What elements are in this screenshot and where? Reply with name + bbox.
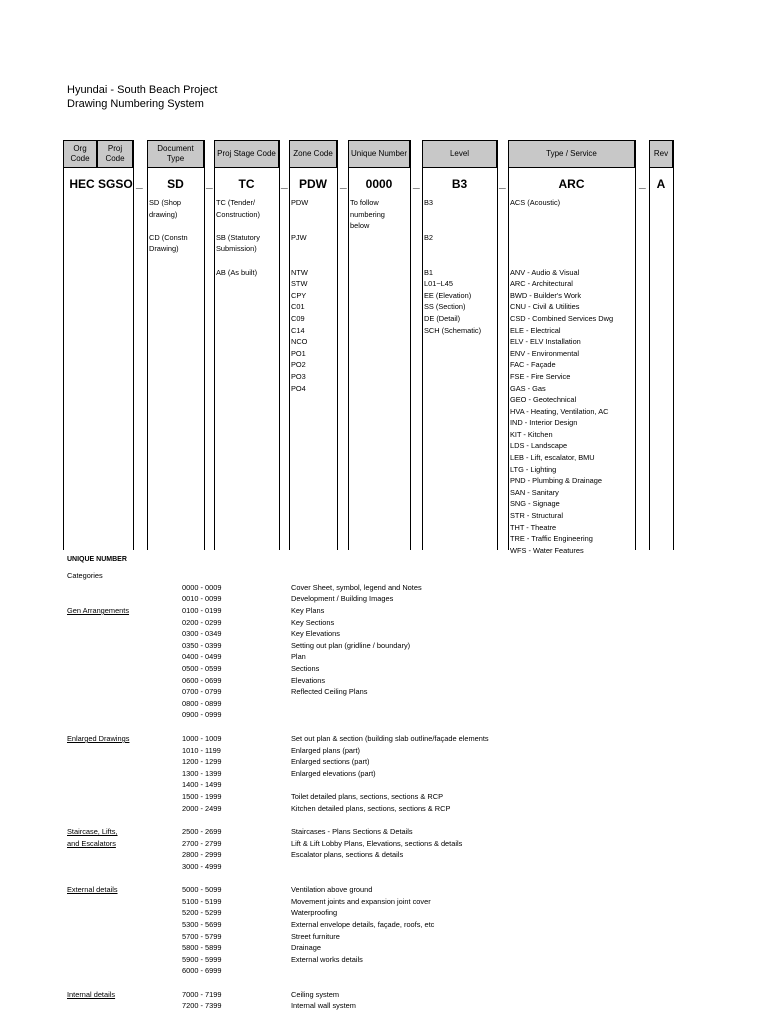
range-description: Key Plans	[291, 606, 325, 615]
separator: _	[136, 176, 143, 190]
unique-number-note: To follow numbering below	[350, 198, 385, 231]
number-range: 5900 - 5999	[182, 955, 222, 964]
number-range: 0600 - 0699	[182, 676, 222, 685]
range-description: External envelope details, façade, roofs, etc	[291, 920, 435, 929]
range-description: Cover Sheet, symbol, legend and Notes	[291, 583, 422, 592]
range-description: Ventilation above ground	[291, 885, 373, 894]
type-service-list: ACS (Acoustic) ANV - Audio & Visual ARC - Architectural BWD - Builder's Work CNU - Civil & Utilities CSD - Combined Services Dwg ELE - Electrical ELV - ELV Installation ENV - Environmental FAC - Façade FSE - Fire Service GAS - Gas GEO - Geotechnical HVA - Heating, Ventilation, AC IND - Interior Design KIT - Kitchen LDS - Landscape LEB - Lift, escalator, BMU LTG - Lighting PND - Plumbing & Drainage SAN - Sanitary SNG - Signage STR - Structural THT - Theatre TRE - Traffic Engineering WFS - Water Features	[510, 198, 614, 555]
range-description: Kitchen detailed plans, sections, sections & RCP	[291, 804, 451, 813]
number-range: 5000 - 5099	[182, 885, 222, 894]
example-zone: PDW	[299, 177, 327, 191]
header-proj-stage-code: Proj Stage Code	[214, 140, 279, 168]
header-zone-code: Zone Code	[289, 140, 337, 168]
separator: _	[281, 176, 288, 190]
col-divider	[410, 140, 411, 550]
number-range: 3000 - 4999	[182, 862, 222, 871]
col-divider	[337, 140, 338, 550]
col-divider	[508, 140, 509, 550]
header-type-service: Type / Service	[508, 140, 635, 168]
example-rev: A	[656, 177, 666, 191]
number-range: 0800 - 0899	[182, 699, 222, 708]
col-divider	[214, 140, 215, 550]
number-range: 1010 - 1199	[182, 746, 221, 755]
col-divider	[289, 140, 290, 550]
col-divider	[279, 140, 280, 550]
number-range: 2500 - 2699	[182, 827, 222, 836]
range-description: Internal wall system	[291, 1001, 356, 1010]
range-description: Elevations	[291, 676, 326, 685]
number-range: 1500 - 1999	[182, 792, 222, 801]
category-staircase-lifts: Staircase, Lifts,	[67, 827, 118, 836]
number-range: 0200 - 0299	[182, 618, 222, 627]
number-range: 5700 - 5799	[182, 932, 222, 941]
number-range: 0400 - 0499	[182, 652, 222, 661]
range-description: Toilet detailed plans, sections, sections & RCP	[291, 792, 443, 801]
range-description: Ceiling system	[291, 990, 340, 999]
separator: _	[340, 176, 347, 190]
header-proj-code: Proj Code	[97, 140, 133, 168]
example-proj: SGSO	[98, 177, 133, 191]
range-description: Drainage	[291, 943, 321, 952]
range-description: Sections	[291, 664, 320, 673]
example-stage: TC	[238, 177, 255, 191]
zone-code-list: PDW PJW NTW STW CPY C01 C09 C14 NCO PO1 PO2 PO3 PO4	[291, 198, 309, 393]
range-description: Enlarged plans (part)	[291, 746, 361, 755]
range-description: Waterproofing	[291, 908, 338, 917]
number-range: 0010 - 0099	[182, 594, 222, 603]
col-divider	[673, 140, 674, 550]
header-unique-number: Unique Number	[348, 140, 410, 168]
number-range: 5200 - 5299	[182, 908, 222, 917]
number-range: 5800 - 5899	[182, 943, 222, 952]
range-description: Set out plan & section (building slab outline/façade elements	[291, 734, 489, 743]
col-divider	[63, 140, 64, 550]
col-divider	[348, 140, 349, 550]
level-list: B3 B2 B1 L01~L45 EE (Elevation) SS (Section) DE (Detail) SCH (Schematic)	[424, 198, 482, 335]
range-description: Enlarged sections (part)	[291, 757, 370, 766]
col-divider	[635, 140, 636, 550]
categories-label: Categories	[67, 571, 103, 580]
number-range: 6000 - 6999	[182, 966, 222, 975]
separator: _	[206, 176, 213, 190]
col-divider	[422, 140, 423, 550]
range-description: Setting out plan (gridline / boundary)	[291, 641, 411, 650]
example-unique: 0000	[365, 177, 393, 191]
col-divider	[147, 140, 148, 550]
range-description: Key Elevations	[291, 629, 340, 638]
category-enlarged-drawings: Enlarged Drawings	[67, 734, 130, 743]
unique-number-heading: UNIQUE NUMBER	[67, 556, 127, 563]
example-org: HEC	[69, 177, 95, 191]
col-divider	[497, 140, 498, 550]
header-org-code: Org Code	[63, 140, 97, 168]
number-range: 7200 - 7399	[182, 1001, 222, 1010]
stage-code-list: TC (Tender/ Construction) SB (Statutory Submission) AB (As built)	[216, 198, 260, 277]
range-description: Movement joints and expansion joint cover	[291, 897, 431, 906]
number-range: 1300 - 1399	[182, 769, 222, 778]
header-document-type: Document Type	[147, 140, 204, 168]
number-range: 1400 - 1499	[182, 780, 222, 789]
doc-title-line1: Hyundai - South Beach Project	[67, 84, 218, 96]
category-and-escalators: and Escalators	[67, 839, 116, 848]
category-internal-details: Internal details	[67, 990, 116, 999]
number-range: 1200 - 1299	[182, 757, 222, 766]
range-description: Key Sections	[291, 618, 335, 627]
number-range: 2000 - 2499	[182, 804, 222, 813]
number-range: 0350 - 0399	[182, 641, 222, 650]
category-gen-arrangements: Gen Arrangements	[67, 606, 130, 615]
header-level: Level	[422, 140, 497, 168]
col-divider	[204, 140, 205, 550]
range-description: Enlarged elevations (part)	[291, 769, 376, 778]
example-type: ARC	[558, 177, 585, 191]
range-description: Street furniture	[291, 932, 340, 941]
range-description: External works details	[291, 955, 363, 964]
col-divider	[133, 140, 134, 550]
range-description: Lift & Lift Lobby Plans, Elevations, sections & details	[291, 839, 463, 848]
number-range: 2800 - 2999	[182, 850, 222, 859]
number-range: 5300 - 5699	[182, 920, 222, 929]
number-range: 0900 - 0999	[182, 710, 222, 719]
range-description: Staircases - Plans Sections & Details	[291, 827, 413, 836]
header-rev: Rev	[649, 140, 673, 168]
example-level: B3	[451, 177, 468, 191]
number-range: 7000 - 7199	[182, 990, 222, 999]
number-range: 0100 - 0199	[182, 606, 222, 615]
separator: _	[413, 176, 420, 190]
number-range: 0000 - 0009	[182, 583, 222, 592]
range-description: Reflected Ceiling Plans	[291, 687, 368, 696]
doc-type-list: SD (Shop drawing) CD (Constn Drawing)	[149, 198, 188, 254]
separator: _	[639, 176, 646, 190]
col-divider	[649, 140, 650, 550]
category-external-details: External details	[67, 885, 118, 894]
doc-title-line2: Drawing Numbering System	[67, 98, 204, 110]
number-range: 0500 - 0599	[182, 664, 222, 673]
range-description: Plan	[291, 652, 306, 661]
example-doc: SD	[167, 177, 184, 191]
number-range: 2700 - 2799	[182, 839, 222, 848]
range-description: Escalator plans, sections & details	[291, 850, 404, 859]
range-description: Development / Building Images	[291, 594, 394, 603]
number-range: 1000 - 1009	[182, 734, 222, 743]
number-range: 0300 - 0349	[182, 629, 222, 638]
number-range: 5100 - 5199	[182, 897, 222, 906]
separator: _	[499, 176, 506, 190]
number-range: 0700 - 0799	[182, 687, 222, 696]
